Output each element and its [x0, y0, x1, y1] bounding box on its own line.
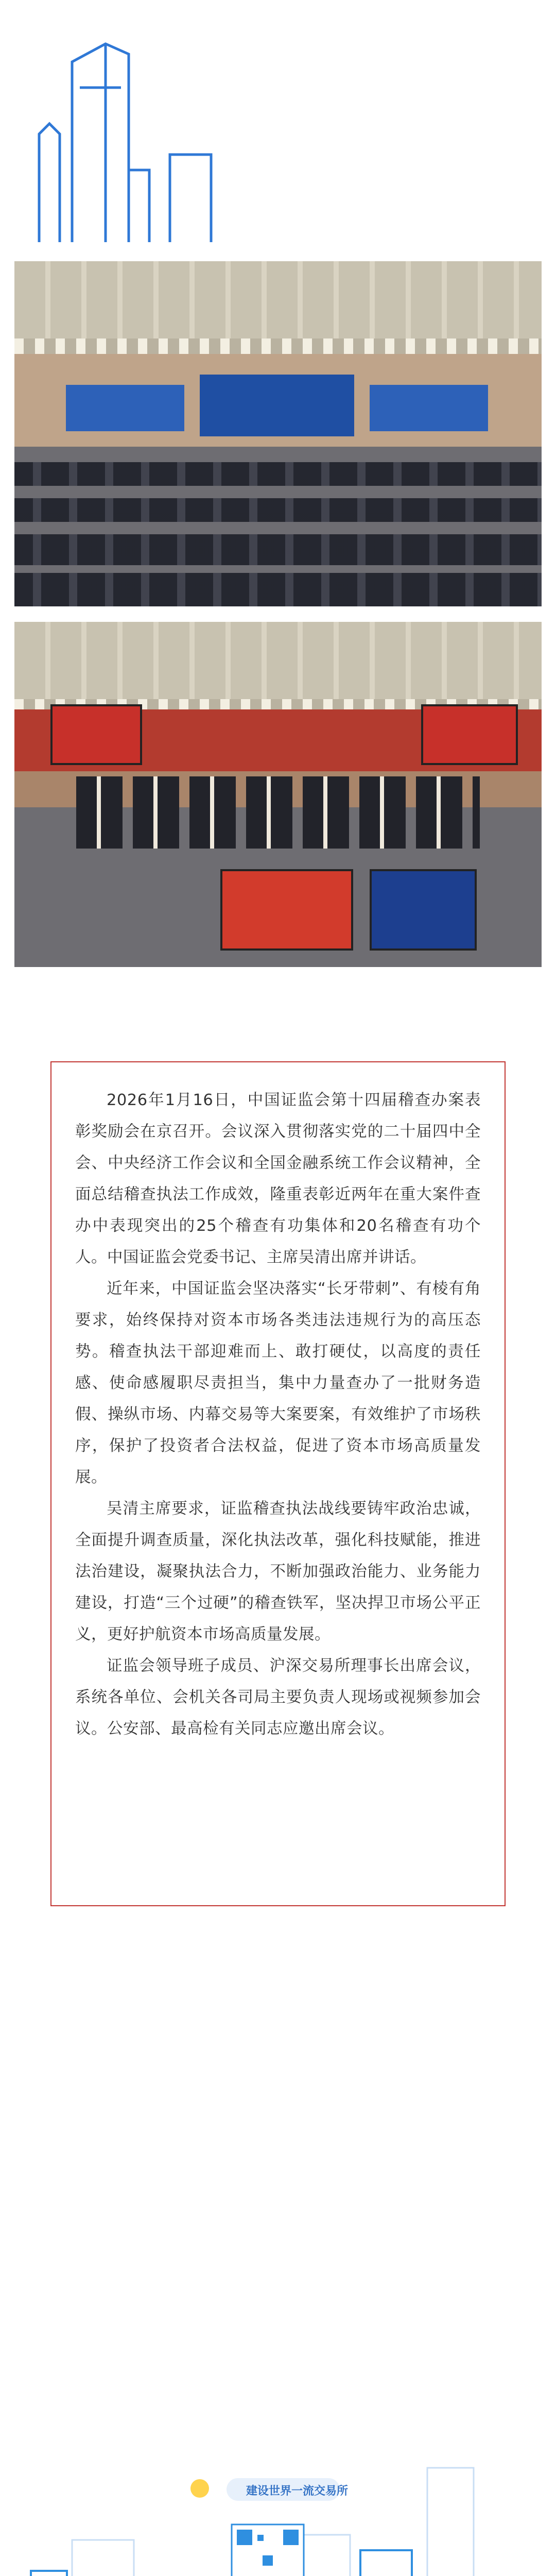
skyline-banner: [0, 2447, 556, 2576]
lightbulb-icon: [190, 2479, 209, 2498]
article-paragraph: 近年来，中国证监会坚决落实“长牙带刺”、有棱有角要求，始终保持对资本市场各类违法违规行为的高压态势。稽查执法干部迎难而上、敢打硬仗，以高度的责任感、使命感履职尽责担当，集中力量查办了一批财务造假、操纵市场、内幕交易等大案要案，有效维护了市场秩序，保护了投资者合法权益，促进了资本市场高质量发展。: [75, 1280, 481, 1486]
slogan-text: 建设世界一流交易所: [246, 2484, 349, 2497]
article-body: [75, 1084, 481, 1744]
meeting-photo-1: [14, 261, 542, 606]
meeting-photo-2: [14, 622, 542, 967]
article-paragraph: 2026年1月16日，中国证监会第十四届稽查办案表彰奖励会在京召开。会议深入贯彻落实党的二十届四中全会、中央经济工作会议和全国金融系统工作会议精神，全面总结稽查执法工作成效，隆重表彰近两年在重大案件查办中表现突出的25个稽查有功集体和20名稽查有功个人。中国证监会党委书记、主席吴清出席并讲话。: [75, 1091, 481, 1266]
article-paragraph: 吴清主席要求，证监稽查执法战线要铸牢政治忠诚，全面提升调查质量，深化执法改革，强化科技赋能，推进法治建设，凝聚执法合力，不断加强政治能力、业务能力建设，打造“三个过硬”的稽查铁军，坚决捍卫市场公平正义，更好护航资本市场高质量发展。: [75, 1500, 481, 1643]
article-paragraph: 证监会领导班子成员、沪深交易所理事长出席会议，系统各单位、会机关各司局主要负责人现场或视频参加会议。公安部、最高检有关同志应邀出席会议。: [75, 1657, 481, 1738]
header-skyline-graphic: [0, 0, 556, 242]
